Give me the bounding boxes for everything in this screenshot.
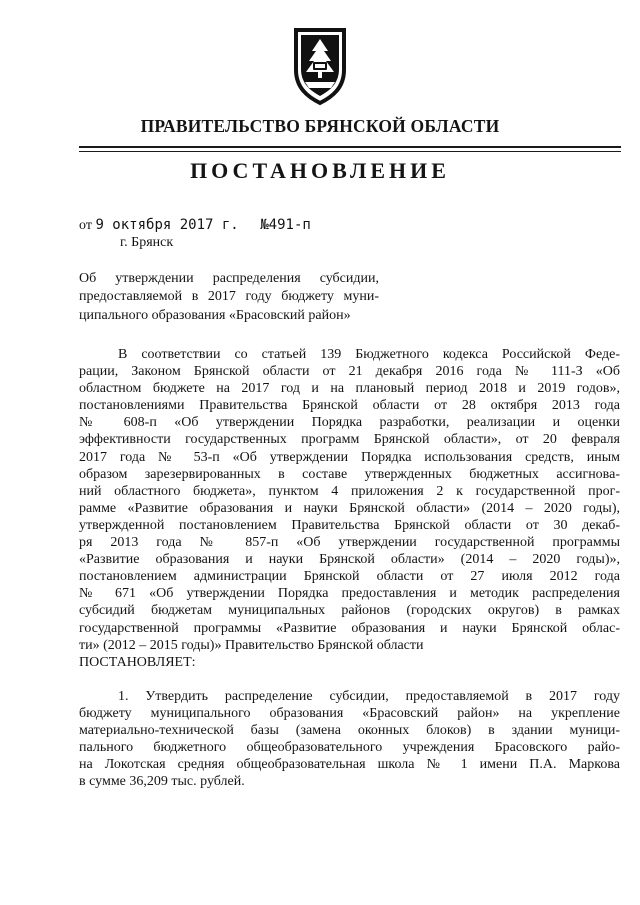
document-body	[79, 346, 620, 790]
item1-line: бюджету муниципального образования «Брасовский район» на укрепление	[79, 705, 620, 721]
preamble-line: постановлениями Правительства Брянской области от 28 октября 2013 года	[79, 398, 620, 414]
header-rule-thick	[79, 146, 621, 148]
preamble-line: ря 2013 года № 857-п «Об утверждении государственной программы	[79, 535, 620, 551]
preamble-line: образом зарезервированных в составе утвержденных бюджетных ассигнова-	[79, 466, 620, 482]
item1-line: 1. Утвердить распределение субсидии, предоставляемой в 2017 году	[118, 688, 620, 704]
header-rule-thin	[79, 151, 621, 152]
preamble-line: ти» (2012 – 2015 годы)» Правительство Брянской области	[79, 637, 424, 653]
item1-line: пального бюджетного общеобразовательного учреждения Брасовского райо-	[79, 740, 620, 756]
preamble-line: государственной программы «Развитие образования и науки Брянской облас-	[79, 620, 620, 636]
subject-line: Об утверждении распределения субсидии,	[79, 271, 379, 286]
preamble-line: областном бюджете на 2017 год и на плановый период 2018 и 2019 годов»,	[79, 381, 620, 397]
preamble-line: ний областного бюджета», пунктом 4 приложения 2 к государственной прог-	[79, 483, 620, 499]
resolves-heading: ПОСТАНОВЛЯЕТ:	[79, 654, 196, 670]
document-date: 9 октября 2017 г.	[95, 217, 239, 233]
document-subject	[79, 270, 379, 325]
preamble-line: «Развитие образования и науки Брянской области» (2014 – 2020 годы)»,	[79, 552, 620, 568]
item1-line: материально-технической базы (замена оконных блоков) в здании муници-	[79, 722, 620, 738]
preamble-line: 2017 года № 53-п «Об утверждении Порядка использования средств, иным	[79, 449, 620, 465]
date-number-line	[79, 217, 311, 234]
preamble-line: рации, Законом Брянской области от 21 декабря 2016 года № 111-З «Об	[79, 364, 620, 380]
subject-line: ципального образования «Брасовский район»	[79, 307, 351, 323]
preamble-line: утвержденной постановлением Правительства Брянской области от 30 декаб-	[79, 517, 620, 533]
date-prefix: от	[79, 218, 92, 233]
preamble-line: рамме «Развитие образования и науки Брянской области» (2014 – 2020 годы),	[79, 500, 620, 516]
document-type: ПОСТАНОВЛЕНИЕ	[190, 158, 450, 183]
preamble-line: субсидий бюджетам муниципальных районов (городских округов) в рамках	[79, 603, 620, 619]
coat-of-arms-icon	[291, 24, 349, 106]
item1-line: в сумме 36,209 тыс. рублей.	[79, 774, 245, 790]
preamble-line: эффективности государственных программ Брянской области», от 20 февраля	[79, 432, 620, 448]
government-title: ПРАВИТЕЛЬСТВО БРЯНСКОЙ ОБЛАСТИ	[140, 116, 500, 136]
subject-line: предоставляемой в 2017 году бюджету муни-	[79, 289, 379, 305]
document-number: №491-п	[260, 217, 311, 233]
preamble-line: № 671 «Об утверждении Порядка предоставления и методик распределения	[79, 586, 620, 602]
item1-line: на Локотская средняя общеобразовательная школа № 1 имени П.А. Маркова	[79, 757, 620, 773]
preamble-line: постановлением администрации Брянской области от 27 июля 2012 года	[79, 569, 620, 585]
preamble-line: № 608-п «Об утверждении Порядка разработки, реализации и оценки	[79, 415, 620, 431]
paragraph-gap	[79, 671, 620, 688]
document-city: г. Брянск	[120, 235, 174, 250]
preamble-line: В соответствии со статьей 139 Бюджетного кодекса Российской Феде-	[118, 347, 620, 362]
